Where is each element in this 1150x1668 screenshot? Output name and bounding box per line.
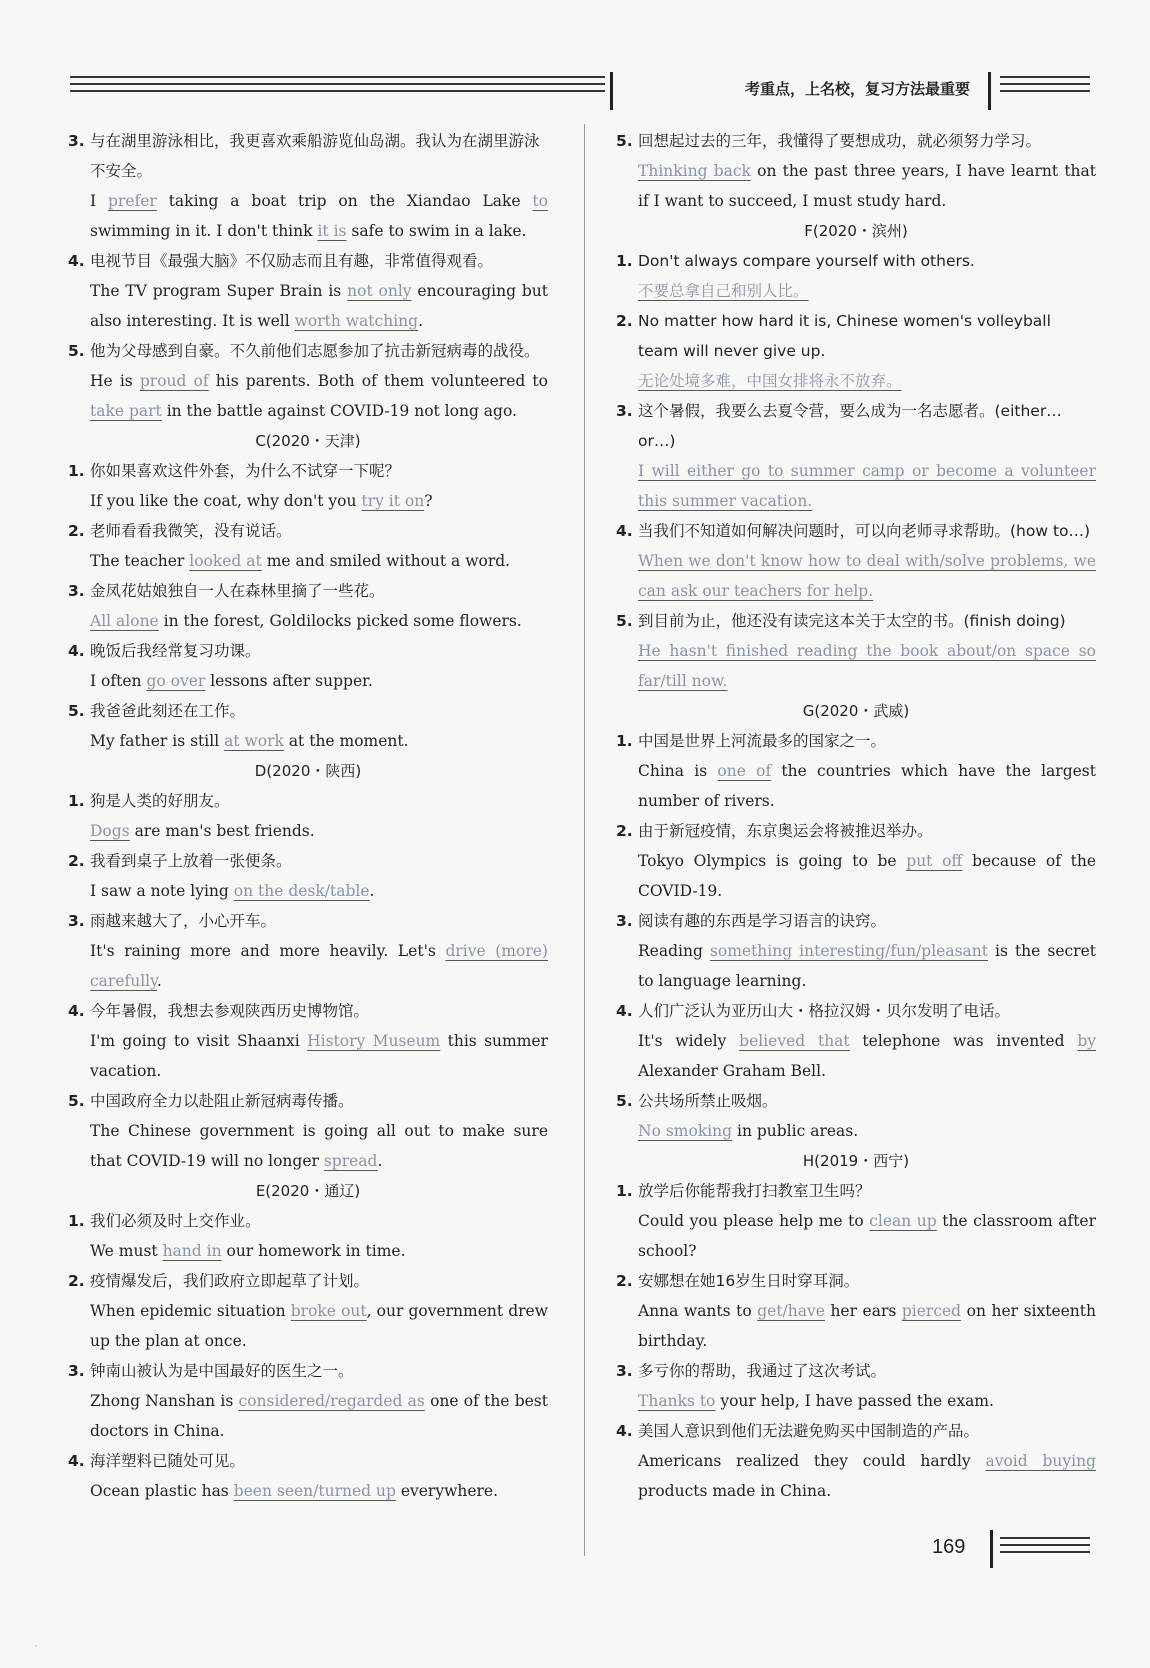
exercise-item (616, 1416, 1096, 1446)
filled-answer: go over (146, 672, 206, 690)
sentence-text: Americans realized they could hardly (638, 1452, 986, 1470)
filled-answer: looked at (189, 552, 262, 570)
item-answer-line (616, 1296, 1096, 1356)
item-number: 4. (616, 1002, 633, 1020)
item-answer-line (616, 1026, 1096, 1086)
item-prompt: 我看到桌子上放着一张便条。 (90, 852, 292, 870)
item-answer-line (68, 366, 548, 426)
item-prompt: 放学后你能帮我打扫教室卫生吗？ (638, 1182, 871, 1200)
item-prompt: 中国政府全力以赴阻止新冠病毒传播。 (90, 1092, 354, 1110)
item-prompt: 与在湖里游泳相比，我更喜欢乘船游览仙岛湖。我认为在湖里游泳不安全。 (90, 132, 540, 180)
sentence-text: telephone was invented (849, 1032, 1078, 1050)
item-prompt: 晚饭后我经常复习功课。 (90, 642, 261, 660)
right-column (616, 126, 1096, 1506)
sentence-text: her ears (824, 1302, 902, 1320)
item-answer-line (616, 756, 1096, 816)
sentence-text: I (90, 192, 108, 210)
sentence-text: I often (90, 672, 147, 690)
sentence-text: on her sixteenth birthday. (638, 1302, 1096, 1350)
filled-answer: put off (906, 852, 963, 870)
sentence-text: one of the best doctors in China. (90, 1392, 548, 1440)
filled-answer: No smoking (638, 1122, 733, 1140)
item-number: 1. (616, 1182, 633, 1200)
item-number: 1. (68, 792, 85, 810)
item-prompt: 回想起过去的三年，我懂得了要想成功，就必须努力学习。 (638, 132, 1042, 150)
sentence-text: are man's best friends. (129, 822, 315, 840)
item-prompt: 多亏你的帮助，我通过了这次考试。 (638, 1362, 887, 1380)
sentence-text: because of the COVID-19. (638, 852, 1096, 900)
sentence-text: I saw a note lying (90, 882, 234, 900)
sentence-text: Could you please help me to (638, 1212, 870, 1230)
item-number: 2. (616, 822, 633, 840)
exercise-item (68, 246, 548, 276)
header-slogan: 考重点，上名校，复习方法最重要 (745, 80, 971, 98)
sentence-text: Ocean plastic has (90, 1482, 234, 1500)
sentence-text: products made in China. (638, 1482, 832, 1500)
filled-answer: to (532, 192, 548, 210)
item-prompt: 当我们不知道如何解决问题时，可以向老师寻求帮助。(how to…) (638, 522, 1091, 540)
footer-rule (1000, 1537, 1090, 1558)
filled-answer: All alone (90, 612, 159, 630)
item-number: 3. (68, 582, 85, 600)
exercise-item (68, 996, 548, 1026)
item-number: 3. (68, 912, 85, 930)
item-prompt: 海洋塑料已随处可见。 (90, 1452, 246, 1470)
item-prompt: No matter how hard it is, Chinese women's volleyball team will never give up. (638, 312, 1051, 360)
item-answer-line (68, 546, 548, 576)
sentence-text: lessons after supper. (205, 672, 373, 690)
item-number: 4. (616, 1422, 633, 1440)
filled-answer: been seen/turned up (233, 1482, 396, 1500)
filled-answer: worth watching (294, 312, 419, 330)
page-header (70, 68, 1090, 116)
item-number: 2. (616, 312, 633, 330)
item-prompt: 公共场所禁止吸烟。 (638, 1092, 778, 1110)
exercise-item (68, 1206, 548, 1236)
filled-answer: He hasn't finished reading the book about/on space so far/till now. (638, 642, 1096, 690)
item-prompt: 今年暑假，我想去参观陕西历史博物馆。 (90, 1002, 370, 1020)
filled-answer: clean up (869, 1212, 937, 1230)
exercise-item (68, 846, 548, 876)
section-heading: F(2020・滨州) (804, 222, 908, 240)
filled-answer: History Museum (307, 1032, 441, 1050)
item-prompt: 钟南山被认为是中国最好的医生之一。 (90, 1362, 354, 1380)
item-answer-line (616, 546, 1096, 606)
exercise-item (616, 246, 1096, 276)
item-prompt: 安娜想在她16岁生日时穿耳洞。 (638, 1272, 860, 1290)
sentence-text: I'm going to visit Shaanxi (90, 1032, 308, 1050)
footer-divider (990, 1530, 993, 1568)
filled-answer: Thanks to (638, 1392, 716, 1410)
item-answer-line (68, 1386, 548, 1446)
sentence-text: It's widely (638, 1032, 740, 1050)
filled-answer: I will either go to summer camp or become a volunteer this summer vacation. (638, 462, 1096, 510)
filled-answer: proud of (139, 372, 209, 390)
item-number: 4. (68, 1002, 85, 1020)
item-number: 3. (68, 132, 85, 150)
item-prompt: Don't always compare yourself with others. (638, 252, 975, 270)
exercise-item (68, 1356, 548, 1386)
item-answer-line (68, 1116, 548, 1176)
exercise-item (68, 336, 548, 366)
sentence-text: at the moment. (283, 732, 409, 750)
exercise-item (616, 1086, 1096, 1116)
exercise-item (616, 726, 1096, 756)
sentence-text: He is (90, 372, 140, 390)
sentence-text: Tokyo Olympics is going to be (638, 852, 907, 870)
filled-answer: at work (224, 732, 284, 750)
exercise-item (68, 456, 548, 486)
filled-answer: considered/regarded as (238, 1392, 425, 1410)
item-number: 1. (616, 252, 633, 270)
item-prompt: 我们必须及时上交作业。 (90, 1212, 261, 1230)
item-answer-line (68, 1026, 548, 1086)
sentence-text: When epidemic situation (90, 1302, 291, 1320)
sentence-text: The Chinese government is going all out to make sure that COVID-19 will no longer (90, 1122, 548, 1170)
exercise-item (68, 1266, 548, 1296)
sentence-text: everywhere. (395, 1482, 499, 1500)
sentence-text: the countries which have the largest number of rivers. (638, 762, 1096, 810)
sentence-text: The teacher (90, 552, 190, 570)
page-mark: · (35, 1642, 38, 1651)
item-number: 4. (68, 252, 85, 270)
item-answer-line (68, 726, 548, 756)
filled-answer: When we don't know how to deal with/solve problems, we can ask our teachers for help. (638, 552, 1096, 600)
sentence-text: in the forest, Goldilocks picked some flowers. (158, 612, 522, 630)
item-prompt: 他为父母感到自豪。不久前他们志愿参加了抗击新冠病毒的战役。 (90, 342, 540, 360)
item-prompt: 雨越来越大了，小心开车。 (90, 912, 277, 930)
item-prompt: 老师看看我微笑，没有说话。 (90, 522, 292, 540)
sentence-text: in the battle against COVID-19 not long ago. (161, 402, 517, 420)
sentence-text: taking a boat trip on the Xiandao Lake (156, 192, 533, 210)
item-answer-line (68, 1296, 548, 1356)
item-number: 3. (616, 912, 633, 930)
exercise-item (68, 1446, 548, 1476)
sentence-text: It's raining more and more heavily. Let's (90, 942, 446, 960)
filled-answer: Thinking back (638, 162, 751, 180)
exercise-item (616, 516, 1096, 546)
item-number: 4. (68, 642, 85, 660)
sentence-text: ? (424, 492, 433, 510)
item-number: 1. (68, 1212, 85, 1230)
header-rule (70, 76, 605, 97)
sentence-text: Reading (638, 942, 710, 960)
filled-answer: pierced (901, 1302, 962, 1320)
filled-answer: it is (317, 222, 347, 240)
exercise-item (68, 696, 548, 726)
item-answer-line (616, 1446, 1096, 1506)
filled-answer: one of (717, 762, 772, 780)
sentence-text: me and smiled without a word. (261, 552, 511, 570)
exercise-item (68, 516, 548, 546)
exercise-item (616, 606, 1096, 636)
item-number: 2. (68, 852, 85, 870)
filled-answer: prefer (108, 192, 157, 210)
filled-answer: something interesting/fun/pleasant (709, 942, 988, 960)
sentence-text: his parents. Both of them volunteered to (208, 372, 548, 390)
filled-answer: not only (347, 282, 412, 300)
exercise-item (68, 786, 548, 816)
item-answer-line (616, 456, 1096, 516)
sentence-text: . (369, 882, 375, 900)
exercise-item (616, 1356, 1096, 1386)
item-answer-line (616, 636, 1096, 696)
exercise-item (616, 816, 1096, 846)
sentence-text: , our government drew up the plan at once. (90, 1302, 548, 1350)
sentence-text: on the past three years, I have learnt that if I want to succeed, I must study hard. (638, 162, 1096, 210)
item-prompt: 你如果喜欢这件外套，为什么不试穿一下呢？ (90, 462, 401, 480)
sentence-text: this summer vacation. (90, 1032, 548, 1080)
item-number: 3. (68, 1362, 85, 1380)
sentence-text: swimming in it. I don't think (90, 222, 318, 240)
section-heading: E(2020・通辽) (255, 1182, 361, 1200)
item-prompt: 美国人意识到他们无法避免购买中国制造的产品。 (638, 1422, 980, 1440)
sentence-text: We must (90, 1242, 163, 1260)
item-answer-line (616, 936, 1096, 996)
item-answer-line (68, 816, 548, 846)
item-number: 5. (68, 702, 85, 720)
exercise-item (616, 126, 1096, 156)
exercise-item (616, 396, 1096, 456)
left-column (68, 126, 548, 1506)
filled-answer: drive (more) carefully (90, 942, 548, 990)
sentence-text: Alexander Graham Bell. (638, 1062, 827, 1080)
filled-answer: avoid buying (985, 1452, 1096, 1470)
sentence-text: our homework in time. (221, 1242, 406, 1260)
exercise-item (616, 306, 1096, 366)
sentence-text: safe to swim in a lake. (346, 222, 527, 240)
item-number: 1. (68, 462, 85, 480)
section-heading: G(2020・武威) (802, 702, 910, 720)
header-rule (1000, 76, 1090, 97)
item-answer-line (68, 486, 548, 516)
item-number: 3. (616, 1362, 633, 1380)
sentence-text: in public areas. (732, 1122, 859, 1140)
item-answer-line (68, 876, 548, 906)
section-heading: D(2020・陕西) (254, 762, 362, 780)
sentence-text: Zhong Nanshan is (90, 1392, 239, 1410)
sentence-text: encouraging but also interesting. It is well (90, 282, 549, 330)
section-heading: H(2019・西宁) (802, 1152, 910, 1170)
item-answer-line (68, 1476, 548, 1506)
item-number: 5. (68, 342, 85, 360)
exercise-item (616, 996, 1096, 1026)
filled-answer: 无论处境多难，中国女排将永不放弃。 (638, 372, 902, 390)
filled-answer: hand in (162, 1242, 222, 1260)
item-prompt: 人们广泛认为亚历山大・格拉汉姆・贝尔发明了电话。 (638, 1002, 1011, 1020)
item-number: 3. (616, 402, 633, 420)
item-answer-line (616, 156, 1096, 216)
filled-answer: try it on (361, 492, 425, 510)
exercise-item (68, 636, 548, 666)
filled-answer: Dogs (90, 822, 130, 840)
exercise-item (616, 906, 1096, 936)
item-prompt: 金凤花姑娘独自一人在森林里摘了一些花。 (90, 582, 385, 600)
section-heading: C(2020・天津) (255, 432, 361, 450)
exercise-item (68, 906, 548, 936)
sentence-text: is the secret to language learning. (638, 942, 1096, 990)
item-prompt: 中国是世界上河流最多的国家之一。 (638, 732, 887, 750)
item-number: 5. (616, 1092, 633, 1110)
item-answer-line (68, 276, 548, 336)
filled-answer: believed that (739, 1032, 850, 1050)
item-answer-line (68, 186, 548, 246)
column-divider (584, 124, 585, 1556)
exercise-item (68, 126, 548, 186)
filled-answer: take part (90, 402, 162, 420)
item-answer-line (68, 606, 548, 636)
item-number: 2. (68, 522, 85, 540)
item-number: 4. (68, 1452, 85, 1470)
item-number: 4. (616, 522, 633, 540)
item-prompt: 这个暑假，我要么去夏令营，要么成为一名志愿者。(either…or…) (638, 402, 1062, 450)
sentence-text: . (418, 312, 423, 330)
item-number: 5. (68, 1092, 85, 1110)
item-number: 5. (616, 132, 633, 150)
item-prompt: 阅读有趣的东西是学习语言的诀窍。 (638, 912, 887, 930)
item-answer-line (616, 1116, 1096, 1146)
item-answer-line (68, 936, 548, 996)
exercise-item (68, 576, 548, 606)
sentence-text: The TV program Super Brain is (90, 282, 348, 300)
filled-answer: on the desk/table (233, 882, 370, 900)
item-answer-line (616, 276, 1096, 306)
item-number: 1. (616, 732, 633, 750)
sentence-text: . (377, 1152, 383, 1170)
filled-answer: broke out (290, 1302, 367, 1320)
exercise-item (68, 1086, 548, 1116)
item-prompt: 由于新冠疫情，东京奥运会将被推迟举办。 (638, 822, 933, 840)
filled-answer: 不要总拿自己和别人比。 (638, 282, 809, 300)
sentence-text: Anna wants to (638, 1302, 758, 1320)
header-divider (610, 72, 613, 110)
item-answer-line (616, 1206, 1096, 1266)
sentence-text: My father is still (90, 732, 225, 750)
item-number: 2. (68, 1272, 85, 1290)
filled-answer: get/have (757, 1302, 825, 1320)
filled-answer: by (1077, 1032, 1096, 1050)
sentence-text: . (156, 972, 162, 990)
item-prompt: 电视节目《最强大脑》不仅励志而且有趣，非常值得观看。 (90, 252, 494, 270)
item-prompt: 到目前为止，他还没有读完这本关于太空的书。(finish doing) (638, 612, 1066, 630)
item-prompt: 我爸爸此刻还在工作。 (90, 702, 246, 720)
exercise-item (616, 1266, 1096, 1296)
header-divider (988, 72, 991, 110)
item-number: 2. (616, 1272, 633, 1290)
filled-answer: spread (323, 1152, 378, 1170)
sentence-text: If you like the coat, why don't you (90, 492, 362, 510)
sentence-text: your help, I have passed the exam. (715, 1392, 994, 1410)
item-number: 5. (616, 612, 633, 630)
item-answer-line (68, 1236, 548, 1266)
sentence-text: the classroom after school? (638, 1212, 1097, 1260)
page-number: 169 (932, 1536, 966, 1558)
item-answer-line (616, 1386, 1096, 1416)
exercise-item (616, 1176, 1096, 1206)
item-prompt: 疫情爆发后，我们政府立即起草了计划。 (90, 1272, 370, 1290)
item-answer-line (68, 666, 548, 696)
sentence-text: China is (638, 762, 718, 780)
item-prompt: 狗是人类的好朋友。 (90, 792, 230, 810)
item-answer-line (616, 366, 1096, 396)
item-answer-line (616, 846, 1096, 906)
